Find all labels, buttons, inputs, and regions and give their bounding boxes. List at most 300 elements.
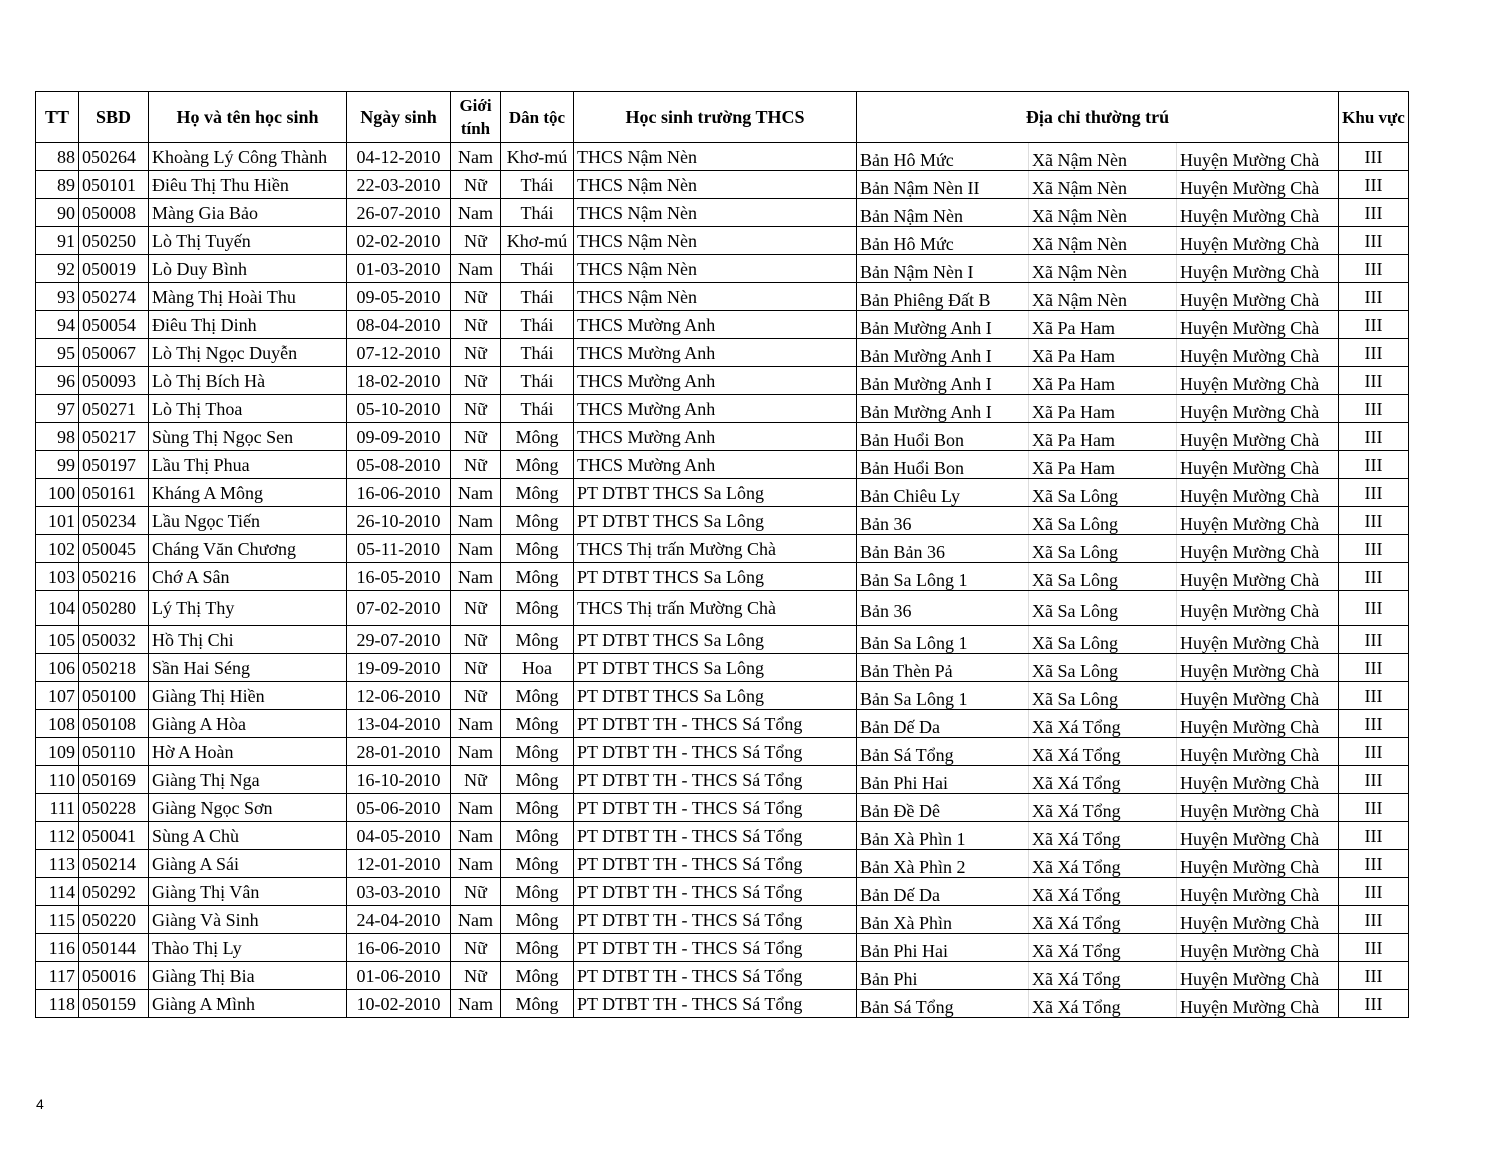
cell-village: Bản Huổi Bon xyxy=(857,423,1029,451)
cell-gender: Nữ xyxy=(451,766,501,794)
cell-school: THCS Nậm Nèn xyxy=(574,199,857,227)
cell-school: PT DTBT THCS Sa Lông xyxy=(574,507,857,535)
cell-ethnic: Hoa xyxy=(501,654,574,682)
cell-area: III xyxy=(1339,199,1409,227)
cell-gender: Nam xyxy=(451,535,501,563)
cell-tt: 111 xyxy=(36,794,79,822)
cell-commune: Xã Xá Tổng xyxy=(1029,962,1177,990)
table-row xyxy=(36,934,1409,962)
cell-commune: Xã Xá Tổng xyxy=(1029,710,1177,738)
cell-name: Giàng Thị Nga xyxy=(149,766,347,794)
cell-name: Điêu Thị Thu Hiền xyxy=(149,171,347,199)
cell-commune: Xã Pa Ham xyxy=(1029,367,1177,395)
cell-ethnic: Mông xyxy=(501,794,574,822)
cell-commune: Xã Pa Ham xyxy=(1029,339,1177,367)
cell-name: Lầu Thị Phua xyxy=(149,451,347,479)
cell-gender: Nữ xyxy=(451,591,501,626)
cell-commune: Xã Pa Ham xyxy=(1029,451,1177,479)
cell-district: Huyện Mường Chà xyxy=(1177,682,1339,710)
cell-district: Huyện Mường Chà xyxy=(1177,710,1339,738)
cell-tt: 92 xyxy=(36,255,79,283)
cell-district: Huyện Mường Chà xyxy=(1177,591,1339,626)
cell-commune: Xã Sa Lông xyxy=(1029,563,1177,591)
cell-village: Bản Chiêu Ly xyxy=(857,479,1029,507)
cell-village: Bản Sá Tổng xyxy=(857,738,1029,766)
cell-name: Chớ A Sân xyxy=(149,563,347,591)
cell-area: III xyxy=(1339,850,1409,878)
table-row xyxy=(36,990,1409,1018)
cell-dob: 04-12-2010 xyxy=(347,143,451,171)
cell-tt: 118 xyxy=(36,990,79,1018)
table-row xyxy=(36,423,1409,451)
cell-school: THCS Nậm Nèn xyxy=(574,143,857,171)
cell-district: Huyện Mường Chà xyxy=(1177,339,1339,367)
cell-name: Sùng A Chù xyxy=(149,822,347,850)
cell-sbd: 050197 xyxy=(79,451,149,479)
table-row xyxy=(36,311,1409,339)
cell-ethnic: Mông xyxy=(501,738,574,766)
cell-area: III xyxy=(1339,255,1409,283)
cell-village: Bản Huổi Bon xyxy=(857,451,1029,479)
col-tt: TT xyxy=(36,92,79,143)
cell-area: III xyxy=(1339,227,1409,255)
cell-sbd: 050169 xyxy=(79,766,149,794)
cell-tt: 89 xyxy=(36,171,79,199)
table-row xyxy=(36,794,1409,822)
cell-tt: 107 xyxy=(36,682,79,710)
cell-commune: Xã Nậm Nèn xyxy=(1029,199,1177,227)
cell-sbd: 050214 xyxy=(79,850,149,878)
cell-dob: 01-06-2010 xyxy=(347,962,451,990)
cell-school: PT DTBT TH - THCS Sá Tổng xyxy=(574,850,857,878)
cell-tt: 112 xyxy=(36,822,79,850)
cell-ethnic: Khơ-mú xyxy=(501,227,574,255)
cell-dob: 05-10-2010 xyxy=(347,395,451,423)
cell-ethnic: Mông xyxy=(501,423,574,451)
cell-ethnic: Mông xyxy=(501,766,574,794)
cell-ethnic: Mông xyxy=(501,962,574,990)
cell-district: Huyện Mường Chà xyxy=(1177,479,1339,507)
cell-school: THCS Mường Anh xyxy=(574,339,857,367)
cell-district: Huyện Mường Chà xyxy=(1177,766,1339,794)
cell-area: III xyxy=(1339,479,1409,507)
cell-dob: 16-05-2010 xyxy=(347,563,451,591)
cell-dob: 18-02-2010 xyxy=(347,367,451,395)
table-row xyxy=(36,906,1409,934)
cell-tt: 93 xyxy=(36,283,79,311)
cell-gender: Nam xyxy=(451,822,501,850)
cell-name: Giàng Ngọc Sơn xyxy=(149,794,347,822)
cell-district: Huyện Mường Chà xyxy=(1177,199,1339,227)
cell-dob: 24-04-2010 xyxy=(347,906,451,934)
cell-gender: Nữ xyxy=(451,934,501,962)
cell-tt: 90 xyxy=(36,199,79,227)
cell-gender: Nữ xyxy=(451,626,501,654)
cell-district: Huyện Mường Chà xyxy=(1177,423,1339,451)
cell-tt: 115 xyxy=(36,906,79,934)
cell-commune: Xã Xá Tổng xyxy=(1029,934,1177,962)
cell-sbd: 050108 xyxy=(79,710,149,738)
cell-sbd: 050292 xyxy=(79,878,149,906)
cell-village: Bản Phi xyxy=(857,962,1029,990)
cell-area: III xyxy=(1339,507,1409,535)
cell-area: III xyxy=(1339,906,1409,934)
cell-dob: 02-02-2010 xyxy=(347,227,451,255)
cell-village: Bản Dế Da xyxy=(857,710,1029,738)
cell-village: Bản Xà Phìn 2 xyxy=(857,850,1029,878)
cell-commune: Xã Nậm Nèn xyxy=(1029,227,1177,255)
cell-gender: Nữ xyxy=(451,654,501,682)
cell-village: Bản Mường Anh I xyxy=(857,367,1029,395)
cell-sbd: 050220 xyxy=(79,906,149,934)
cell-name: Hồ Thị Chi xyxy=(149,626,347,654)
cell-sbd: 050041 xyxy=(79,822,149,850)
table-body xyxy=(36,143,1409,1018)
cell-commune: Xã Xá Tổng xyxy=(1029,906,1177,934)
cell-tt: 102 xyxy=(36,535,79,563)
cell-tt: 99 xyxy=(36,451,79,479)
cell-school: THCS Mường Anh xyxy=(574,395,857,423)
cell-commune: Xã Xá Tổng xyxy=(1029,738,1177,766)
cell-area: III xyxy=(1339,591,1409,626)
cell-district: Huyện Mường Chà xyxy=(1177,311,1339,339)
cell-tt: 103 xyxy=(36,563,79,591)
cell-school: PT DTBT TH - THCS Sá Tổng xyxy=(574,878,857,906)
cell-area: III xyxy=(1339,626,1409,654)
cell-tt: 116 xyxy=(36,934,79,962)
cell-ethnic: Mông xyxy=(501,710,574,738)
cell-commune: Xã Xá Tổng xyxy=(1029,850,1177,878)
cell-school: PT DTBT THCS Sa Lông xyxy=(574,479,857,507)
cell-area: III xyxy=(1339,171,1409,199)
table-row xyxy=(36,451,1409,479)
cell-school: PT DTBT TH - THCS Sá Tổng xyxy=(574,794,857,822)
cell-village: Bản Sá Tổng xyxy=(857,990,1029,1018)
cell-tt: 106 xyxy=(36,654,79,682)
cell-dob: 26-07-2010 xyxy=(347,199,451,227)
cell-area: III xyxy=(1339,962,1409,990)
cell-dob: 16-06-2010 xyxy=(347,934,451,962)
cell-school: THCS Mường Anh xyxy=(574,451,857,479)
cell-ethnic: Mông xyxy=(501,507,574,535)
cell-name: Điêu Thị Dinh xyxy=(149,311,347,339)
cell-dob: 08-04-2010 xyxy=(347,311,451,339)
col-address: Địa chỉ thường trú xyxy=(857,92,1339,143)
cell-area: III xyxy=(1339,654,1409,682)
cell-name: Giàng Thị Hiền xyxy=(149,682,347,710)
cell-name: Sần Hai Séng xyxy=(149,654,347,682)
cell-dob: 04-05-2010 xyxy=(347,822,451,850)
cell-name: Lò Thị Tuyến xyxy=(149,227,347,255)
cell-area: III xyxy=(1339,283,1409,311)
cell-district: Huyện Mường Chà xyxy=(1177,255,1339,283)
cell-village: Bản Hô Mức xyxy=(857,227,1029,255)
cell-name: Lầu Ngọc Tiến xyxy=(149,507,347,535)
cell-village: Bản Dế Da xyxy=(857,878,1029,906)
cell-name: Giàng A Sái xyxy=(149,850,347,878)
cell-school: PT DTBT TH - THCS Sá Tổng xyxy=(574,934,857,962)
cell-ethnic: Thái xyxy=(501,311,574,339)
cell-school: PT DTBT THCS Sa Lông xyxy=(574,626,857,654)
cell-gender: Nữ xyxy=(451,423,501,451)
cell-dob: 05-11-2010 xyxy=(347,535,451,563)
cell-sbd: 050101 xyxy=(79,171,149,199)
cell-dob: 22-03-2010 xyxy=(347,171,451,199)
cell-tt: 88 xyxy=(36,143,79,171)
table-row xyxy=(36,507,1409,535)
cell-area: III xyxy=(1339,339,1409,367)
cell-village: Bản Mường Anh I xyxy=(857,395,1029,423)
cell-dob: 13-04-2010 xyxy=(347,710,451,738)
cell-ethnic: Thái xyxy=(501,367,574,395)
cell-tt: 113 xyxy=(36,850,79,878)
cell-school: THCS Nậm Nèn xyxy=(574,255,857,283)
cell-dob: 07-12-2010 xyxy=(347,339,451,367)
cell-school: PT DTBT THCS Sa Lông xyxy=(574,654,857,682)
cell-commune: Xã Nậm Nèn xyxy=(1029,283,1177,311)
cell-dob: 09-05-2010 xyxy=(347,283,451,311)
cell-village: Bản 36 xyxy=(857,591,1029,626)
cell-district: Huyện Mường Chà xyxy=(1177,171,1339,199)
cell-tt: 96 xyxy=(36,367,79,395)
cell-village: Bản Mường Anh I xyxy=(857,311,1029,339)
cell-district: Huyện Mường Chà xyxy=(1177,626,1339,654)
cell-village: Bản Nậm Nèn II xyxy=(857,171,1029,199)
cell-district: Huyện Mường Chà xyxy=(1177,990,1339,1018)
cell-district: Huyện Mường Chà xyxy=(1177,227,1339,255)
cell-sbd: 050264 xyxy=(79,143,149,171)
cell-name: Lò Thị Ngọc Duyễn xyxy=(149,339,347,367)
col-sbd: SBD xyxy=(79,92,149,143)
cell-sbd: 050280 xyxy=(79,591,149,626)
cell-area: III xyxy=(1339,563,1409,591)
cell-name: Giàng Thị Vân xyxy=(149,878,347,906)
cell-district: Huyện Mường Chà xyxy=(1177,906,1339,934)
cell-commune: Xã Sa Lông xyxy=(1029,479,1177,507)
cell-district: Huyện Mường Chà xyxy=(1177,283,1339,311)
cell-school: THCS Mường Anh xyxy=(574,311,857,339)
cell-commune: Xã Xá Tổng xyxy=(1029,794,1177,822)
cell-district: Huyện Mường Chà xyxy=(1177,451,1339,479)
cell-ethnic: Mông xyxy=(501,563,574,591)
cell-name: Giàng A Mình xyxy=(149,990,347,1018)
cell-dob: 28-01-2010 xyxy=(347,738,451,766)
cell-name: Lò Thị Thoa xyxy=(149,395,347,423)
cell-name: Hờ A Hoàn xyxy=(149,738,347,766)
student-list-table xyxy=(35,91,1409,1018)
cell-dob: 05-08-2010 xyxy=(347,451,451,479)
table-row xyxy=(36,822,1409,850)
table-row xyxy=(36,535,1409,563)
cell-ethnic: Mông xyxy=(501,451,574,479)
cell-commune: Xã Xá Tổng xyxy=(1029,990,1177,1018)
table-row xyxy=(36,591,1409,626)
cell-ethnic: Mông xyxy=(501,626,574,654)
cell-gender: Nữ xyxy=(451,367,501,395)
cell-commune: Xã Xá Tổng xyxy=(1029,822,1177,850)
cell-district: Huyện Mường Chà xyxy=(1177,654,1339,682)
cell-area: III xyxy=(1339,878,1409,906)
cell-area: III xyxy=(1339,395,1409,423)
table-row xyxy=(36,395,1409,423)
cell-school: THCS Nậm Nèn xyxy=(574,283,857,311)
cell-sbd: 050093 xyxy=(79,367,149,395)
cell-gender: Nam xyxy=(451,710,501,738)
cell-name: Cháng Văn Chương xyxy=(149,535,347,563)
table-row xyxy=(36,962,1409,990)
cell-commune: Xã Nậm Nèn xyxy=(1029,171,1177,199)
cell-name: Sùng Thị Ngọc Sen xyxy=(149,423,347,451)
cell-village: Bản Hô Mức xyxy=(857,143,1029,171)
cell-tt: 100 xyxy=(36,479,79,507)
cell-sbd: 050032 xyxy=(79,626,149,654)
cell-village: Bản Sa Lông 1 xyxy=(857,563,1029,591)
cell-ethnic: Mông xyxy=(501,591,574,626)
cell-village: Bản Phi Hai xyxy=(857,934,1029,962)
cell-tt: 105 xyxy=(36,626,79,654)
cell-sbd: 050008 xyxy=(79,199,149,227)
cell-area: III xyxy=(1339,451,1409,479)
cell-ethnic: Thái xyxy=(501,199,574,227)
cell-district: Huyện Mường Chà xyxy=(1177,367,1339,395)
cell-tt: 101 xyxy=(36,507,79,535)
cell-tt: 95 xyxy=(36,339,79,367)
cell-sbd: 050274 xyxy=(79,283,149,311)
cell-ethnic: Mông xyxy=(501,934,574,962)
cell-area: III xyxy=(1339,423,1409,451)
cell-school: THCS Thị trấn Mường Chà xyxy=(574,535,857,563)
cell-area: III xyxy=(1339,535,1409,563)
cell-school: PT DTBT TH - THCS Sá Tổng xyxy=(574,906,857,934)
cell-gender: Nữ xyxy=(451,227,501,255)
cell-gender: Nữ xyxy=(451,283,501,311)
table-row xyxy=(36,682,1409,710)
cell-commune: Xã Xá Tổng xyxy=(1029,766,1177,794)
cell-dob: 09-09-2010 xyxy=(347,423,451,451)
cell-name: Kháng A Mông xyxy=(149,479,347,507)
cell-district: Huyện Mường Chà xyxy=(1177,738,1339,766)
cell-commune: Xã Pa Ham xyxy=(1029,423,1177,451)
cell-district: Huyện Mường Chà xyxy=(1177,878,1339,906)
cell-school: THCS Nậm Nèn xyxy=(574,227,857,255)
cell-commune: Xã Sa Lông xyxy=(1029,535,1177,563)
table-row xyxy=(36,766,1409,794)
cell-village: Bản Phiêng Đất B xyxy=(857,283,1029,311)
cell-tt: 110 xyxy=(36,766,79,794)
cell-ethnic: Khơ-mú xyxy=(501,143,574,171)
cell-area: III xyxy=(1339,367,1409,395)
cell-gender: Nữ xyxy=(451,311,501,339)
cell-dob: 07-02-2010 xyxy=(347,591,451,626)
cell-area: III xyxy=(1339,794,1409,822)
cell-ethnic: Thái xyxy=(501,339,574,367)
cell-sbd: 050144 xyxy=(79,934,149,962)
cell-area: III xyxy=(1339,766,1409,794)
table-row xyxy=(36,479,1409,507)
cell-gender: Nam xyxy=(451,563,501,591)
cell-name: Lò Duy Bình xyxy=(149,255,347,283)
cell-gender: Nữ xyxy=(451,339,501,367)
cell-commune: Xã Nậm Nèn xyxy=(1029,255,1177,283)
cell-ethnic: Thái xyxy=(501,395,574,423)
cell-ethnic: Thái xyxy=(501,255,574,283)
table-header xyxy=(36,92,1409,143)
cell-gender: Nam xyxy=(451,507,501,535)
cell-ethnic: Mông xyxy=(501,682,574,710)
cell-area: III xyxy=(1339,738,1409,766)
cell-district: Huyện Mường Chà xyxy=(1177,822,1339,850)
table-row xyxy=(36,143,1409,171)
cell-dob: 19-09-2010 xyxy=(347,654,451,682)
cell-commune: Xã Sa Lông xyxy=(1029,682,1177,710)
cell-dob: 05-06-2010 xyxy=(347,794,451,822)
table-row xyxy=(36,878,1409,906)
cell-school: PT DTBT TH - THCS Sá Tổng xyxy=(574,710,857,738)
cell-sbd: 050250 xyxy=(79,227,149,255)
cell-dob: 26-10-2010 xyxy=(347,507,451,535)
col-dob: Ngày sinh xyxy=(347,92,451,143)
col-ethnic: Dân tộc xyxy=(501,92,574,143)
cell-district: Huyện Mường Chà xyxy=(1177,143,1339,171)
cell-school: THCS Mường Anh xyxy=(574,367,857,395)
cell-commune: Xã Sa Lông xyxy=(1029,507,1177,535)
cell-area: III xyxy=(1339,822,1409,850)
table-row xyxy=(36,654,1409,682)
cell-village: Bản Xà Phìn 1 xyxy=(857,822,1029,850)
cell-school: THCS Thị trấn Mường Chà xyxy=(574,591,857,626)
cell-sbd: 050228 xyxy=(79,794,149,822)
cell-sbd: 050067 xyxy=(79,339,149,367)
cell-area: III xyxy=(1339,682,1409,710)
cell-district: Huyện Mường Chà xyxy=(1177,794,1339,822)
cell-tt: 104 xyxy=(36,591,79,626)
cell-village: Bản Nậm Nèn I xyxy=(857,255,1029,283)
cell-tt: 117 xyxy=(36,962,79,990)
cell-commune: Xã Sa Lông xyxy=(1029,654,1177,682)
cell-name: Giàng A Hòa xyxy=(149,710,347,738)
cell-sbd: 050217 xyxy=(79,423,149,451)
cell-ethnic: Thái xyxy=(501,283,574,311)
table-row xyxy=(36,367,1409,395)
cell-village: Bản Sa Lông 1 xyxy=(857,682,1029,710)
table-row xyxy=(36,199,1409,227)
cell-name: Khoàng Lý Công Thành xyxy=(149,143,347,171)
cell-dob: 12-01-2010 xyxy=(347,850,451,878)
cell-dob: 01-03-2010 xyxy=(347,255,451,283)
cell-name: Giàng Và Sinh xyxy=(149,906,347,934)
cell-tt: 94 xyxy=(36,311,79,339)
cell-sbd: 050159 xyxy=(79,990,149,1018)
table-row xyxy=(36,738,1409,766)
cell-area: III xyxy=(1339,990,1409,1018)
cell-tt: 91 xyxy=(36,227,79,255)
cell-gender: Nữ xyxy=(451,451,501,479)
cell-gender: Nam xyxy=(451,990,501,1018)
cell-school: PT DTBT TH - THCS Sá Tổng xyxy=(574,962,857,990)
cell-school: THCS Mường Anh xyxy=(574,423,857,451)
table-row xyxy=(36,563,1409,591)
cell-commune: Xã Nậm Nèn xyxy=(1029,143,1177,171)
cell-tt: 109 xyxy=(36,738,79,766)
cell-sbd: 050045 xyxy=(79,535,149,563)
cell-area: III xyxy=(1339,311,1409,339)
cell-sbd: 050271 xyxy=(79,395,149,423)
cell-village: Bản 36 xyxy=(857,507,1029,535)
cell-tt: 108 xyxy=(36,710,79,738)
cell-area: III xyxy=(1339,143,1409,171)
table-row xyxy=(36,283,1409,311)
col-area: Khu vực xyxy=(1339,92,1409,143)
